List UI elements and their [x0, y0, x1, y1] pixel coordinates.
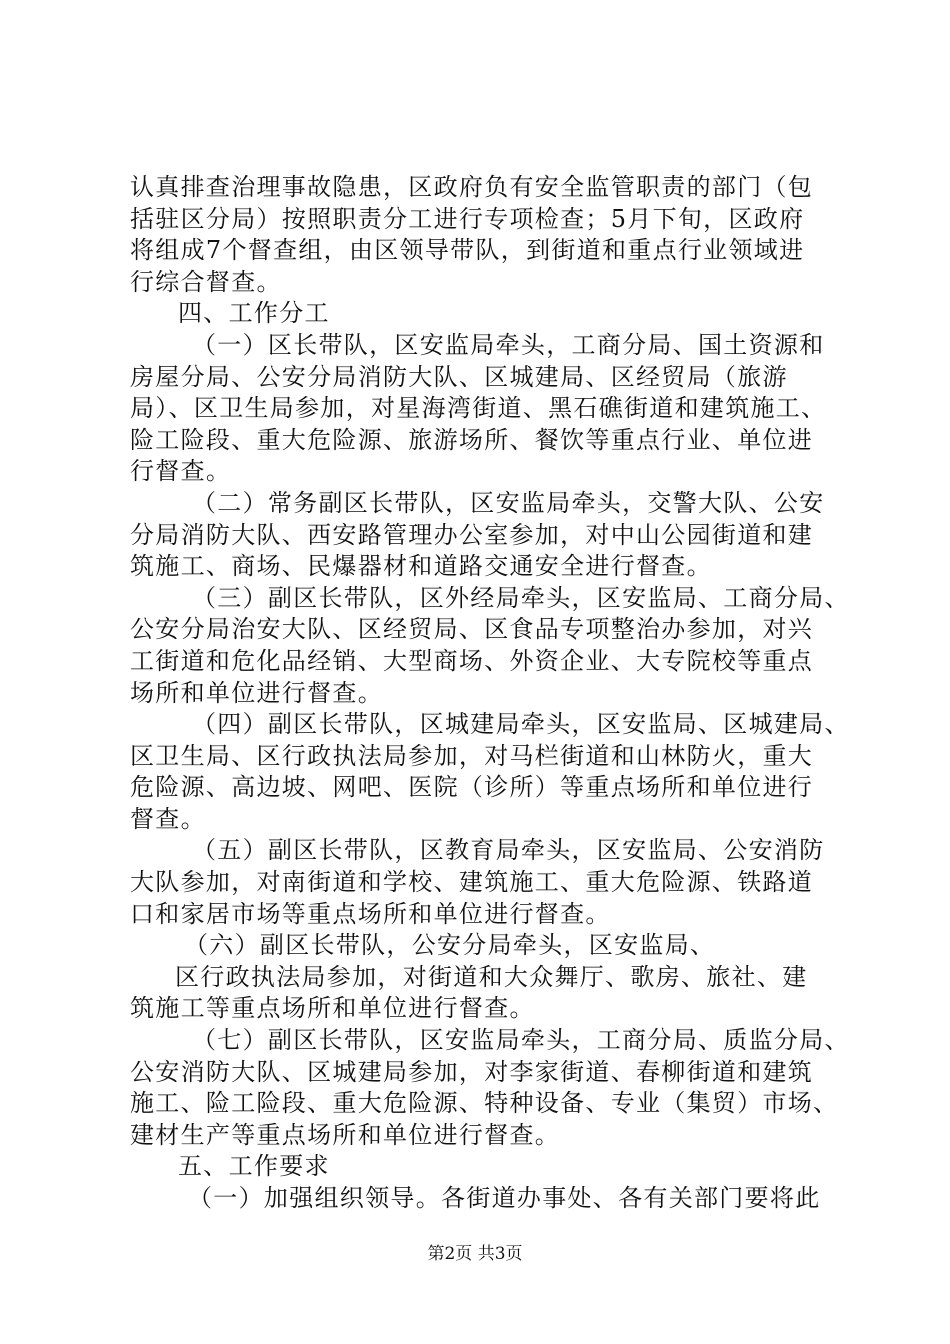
document-body: [130, 172, 850, 1215]
paragraph-start: （二）常务副区长带队，区安监局牵头，交警大队、公安: [192, 488, 825, 517]
text-line: 行综合督查。: [130, 267, 282, 296]
paragraph-start: （四）副区长带队，区城建局牵头，区安监局、区城建局、: [192, 710, 850, 739]
text-line: 督查。: [130, 804, 206, 833]
text-line: 大队参加，对南街道和学校、建筑施工、重大危险源、铁路道: [130, 868, 814, 897]
text-line: 将组成7个督查组，由区领导带队，到街道和重点行业领域进: [130, 236, 805, 265]
page-footer: 第2页 共3页: [427, 1244, 523, 1264]
text-line: 括驻区分局）按照职责分工进行专项检查；5月下旬，区政府: [130, 204, 805, 233]
text-line: 分局消防大队、西安路管理办公室参加，对中山公园街道和建: [130, 520, 814, 549]
section-heading: 四、工作分工: [178, 299, 330, 328]
paragraph-start: （一）区长带队，区安监局牵头，工商分局、国土资源和: [192, 330, 825, 359]
text-line: 行督查。: [130, 457, 232, 486]
text-line: 施工、险工险段、重大危险源、特种设备、专业（集贸）市场、: [130, 1089, 839, 1118]
text-line: 局）、区卫生局参加，对星海湾街道、黑石礁街道和建筑施工、: [130, 394, 827, 423]
text-line: 场所和单位进行督查。: [130, 678, 383, 707]
text-line: 筑施工、商场、民爆器材和道路交通安全进行督查。: [130, 552, 712, 581]
text-line: 筑施工等重点场所和单位进行督查。: [130, 994, 535, 1023]
text-line: 公安消防大队、区城建局参加，对李家街道、春柳街道和建筑: [130, 1057, 814, 1086]
section-heading: 五、工作要求: [178, 1152, 330, 1181]
paragraph-start: （三）副区长带队，区外经局牵头，区安监局、工商分局、: [192, 583, 850, 612]
text-line: 认真排查治理事故隐患，区政府负有安全监管职责的部门（包: [130, 173, 814, 201]
text-line: 建材生产等重点场所和单位进行督查。: [130, 1120, 561, 1149]
text-line: 区卫生局、区行政执法局参加，对马栏街道和山林防火，重大: [130, 741, 814, 770]
text-line: 房屋分局、公安分局消防大队、区城建局、区经贸局（旅游: [130, 362, 788, 391]
paragraph-start: （五）副区长带队，区教育局牵头，区安监局、公安消防: [192, 836, 825, 865]
text-line: 危险源、高边坡、网吧、医院（诊所）等重点场所和单位进行: [130, 773, 814, 802]
text-line: 区行政执法局参加，对街道和大众舞厅、歌房、旅社、建: [175, 962, 808, 991]
text-line: 险工险段、重大危险源、旅游场所、餐饮等重点行业、单位进: [130, 425, 814, 454]
text-line: 工街道和危化品经销、大型商场、外资企业、大专院校等重点: [130, 646, 814, 675]
text-line: 口和家居市场等重点场所和单位进行督查。: [130, 899, 611, 928]
paragraph-start: （七）副区长带队，区安监局牵头，工商分局、质监分局、: [192, 1026, 850, 1055]
text-line: 公安分局治安大队、区经贸局、区食品专项整治办参加，对兴: [130, 615, 814, 644]
paragraph-start: （一）加强组织领导。各街道办事处、各有关部门要将此: [188, 1184, 821, 1212]
paragraph-start: （六）副区长带队，公安分局牵头，区安监局、: [184, 931, 716, 960]
